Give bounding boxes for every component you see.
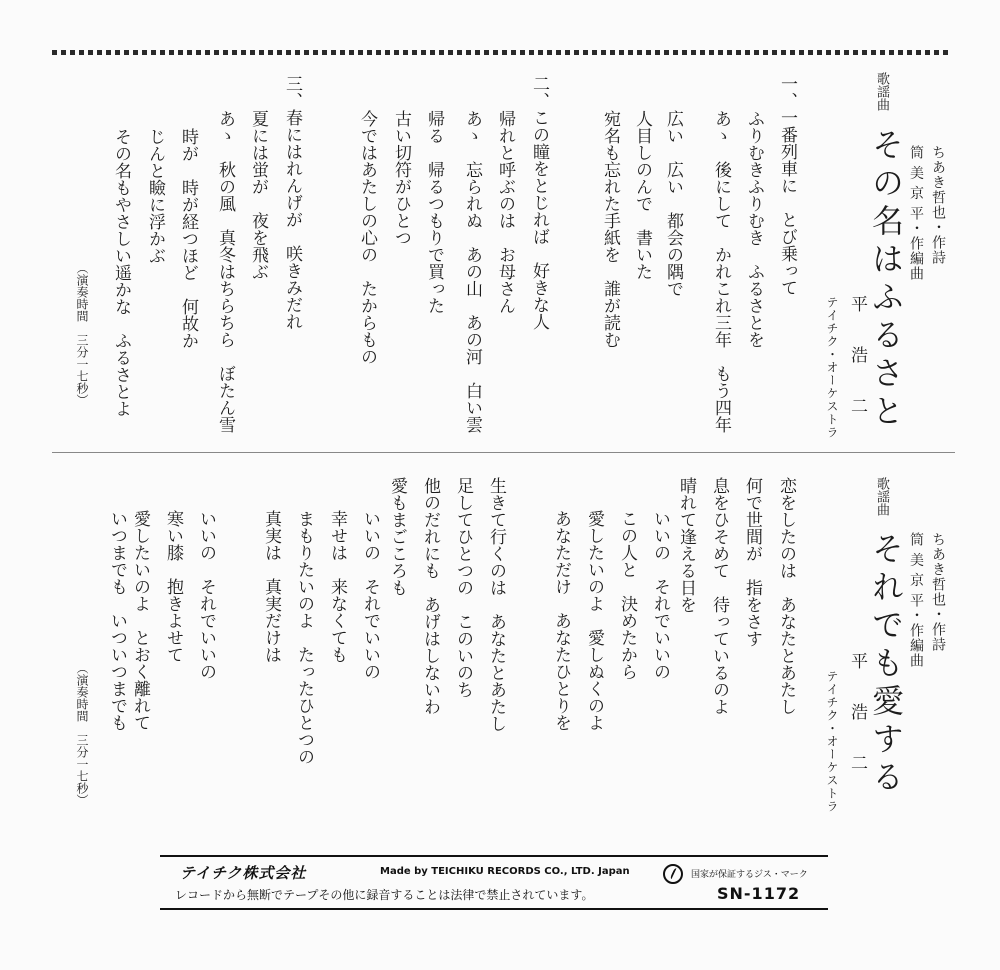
song1-v1-l5: 人目しのんで 書いた: [632, 110, 652, 280]
company-logo: テイチク株式会社: [180, 864, 307, 882]
song2-v2-l2: 足してひとつの このいのち: [453, 477, 473, 698]
song1-v1-l6: 宛名も忘れた手紙を 誰が読む: [600, 110, 620, 348]
record-label-footer: [160, 855, 828, 910]
song1-v2-l5: 古い切符がひとつ: [391, 110, 411, 246]
song2-v1-l6: この人と 決めたから: [617, 510, 637, 680]
song2-v3-l1: いいの それでいいの: [196, 510, 216, 680]
section-divider: [52, 452, 955, 453]
song2-v1-l5: いいの それでいいの: [650, 510, 670, 680]
song1-v1-l3: あゝ 後にして かれこれ三年 もう四年: [711, 110, 731, 433]
song1-v1-l1: 一、一番列車に とび乗って: [777, 75, 797, 296]
song2-v2-l3: 他のだれにも あげはしないわ: [420, 477, 440, 715]
song2-credit-music: 筒 美 京 平・作編曲: [908, 532, 924, 669]
song2-v2-l5: いいの それでいいの: [360, 510, 380, 680]
song2-v2-l1: 生きて行くのは あなたとあたし: [486, 477, 506, 732]
song1-v3-l2: 夏には蛍が 夜を飛ぶ: [248, 110, 268, 280]
song1-orchestra: テイチク・オーケストラ: [825, 296, 839, 439]
song2-v3-l3: 愛したいのよ とおく離れて: [130, 510, 150, 731]
song2-v3-l2: 寒い膝 抱きよせて: [163, 510, 183, 663]
song2-title: それでも愛する: [867, 532, 905, 798]
song1-v3-l5: じんと瞼に浮かぶ: [145, 128, 165, 264]
song2-v2-l4: 愛もまごころも: [387, 477, 407, 596]
song1-singer: 平 浩 二: [847, 295, 867, 414]
song2-v2-l8: 真実は 真実だけは: [261, 510, 281, 663]
song1-v3-l3: あゝ 秋の風 真冬はちらちら ぼたん雪: [215, 110, 235, 433]
song2-v1-l3: 息をひそめて 待っているのよ: [709, 477, 729, 715]
song2-singer: 平 浩 二: [847, 652, 867, 771]
song1-v2-l6: 今ではあたしの心の たからもの: [357, 110, 377, 365]
song1-v3-l4: 時が 時が経つほど 何故か: [178, 128, 198, 349]
song1-duration: （演奏時間 三分一七秒）: [75, 262, 89, 406]
song2-v1-l7: 愛したいのよ 愛しぬくのよ: [584, 510, 604, 731]
song2-credit-lyrics: ちあき哲也・作詩: [930, 532, 946, 652]
song2-duration: （演奏時間 三分一七秒）: [75, 662, 89, 806]
song2-v3-l4: いつまでも いついつまでも: [107, 510, 127, 731]
song1-v3-l6: その名もやさしい遥かな ふるさとよ: [111, 128, 131, 417]
song1-v1-l4: 広い 広い 都会の隅で: [663, 110, 683, 297]
song1-v2-l3: あゝ 忘られぬ あの山 あの河 白い雲: [462, 110, 482, 433]
catalog-number: SN-1172: [717, 884, 801, 903]
song1-v2-l4: 帰る 帰るつもりで買った: [424, 110, 444, 314]
song2-v2-l6: 幸せは 来なくても: [327, 510, 347, 663]
song2-genre: 歌謡曲: [874, 477, 889, 516]
song2-v2-l7: まもりたいのよ たったひとつの: [294, 510, 314, 765]
top-dashed-border: [52, 50, 952, 55]
song1-credit-lyrics: ちあき哲也・作詩: [930, 145, 946, 265]
song1-v2-l1: 二、この瞳をとじれば 好きな人: [529, 75, 549, 330]
song2-v1-l2: 何で世間が 指をさす: [742, 477, 762, 647]
copyright-warning: レコードから無断でテープその他に録音することは法律で禁止されています。: [175, 888, 594, 902]
song1-v3-l1: 三、春にはれんげが 咲きみだれ: [282, 75, 302, 330]
made-by-text: Made by TEICHIKU RECORDS CO., LTD. Japan: [380, 866, 630, 877]
song2-v1-l1: 恋をしたのは あなたとあたし: [776, 477, 796, 715]
song2-v1-l8: あなただけ あなたひとりを: [551, 510, 571, 731]
jis-mark-icon: [663, 864, 683, 884]
song1-v1-l2: ふりむきふりむき ふるさとを: [744, 110, 764, 348]
song1-credit-music: 筒 美 京 平・作編曲: [908, 145, 924, 282]
song1-title: その名はふるさと: [867, 128, 905, 432]
song2-v1-l4: 晴れて逢える日を: [676, 477, 696, 613]
jis-mark-text: 国家が保証するジス・マーク: [691, 870, 808, 880]
song1-v2-l2: 帰れと呼ぶのは お母さん: [495, 110, 515, 314]
song2-orchestra: テイチク・オーケストラ: [825, 670, 839, 813]
song1-genre: 歌謡曲: [874, 72, 889, 111]
